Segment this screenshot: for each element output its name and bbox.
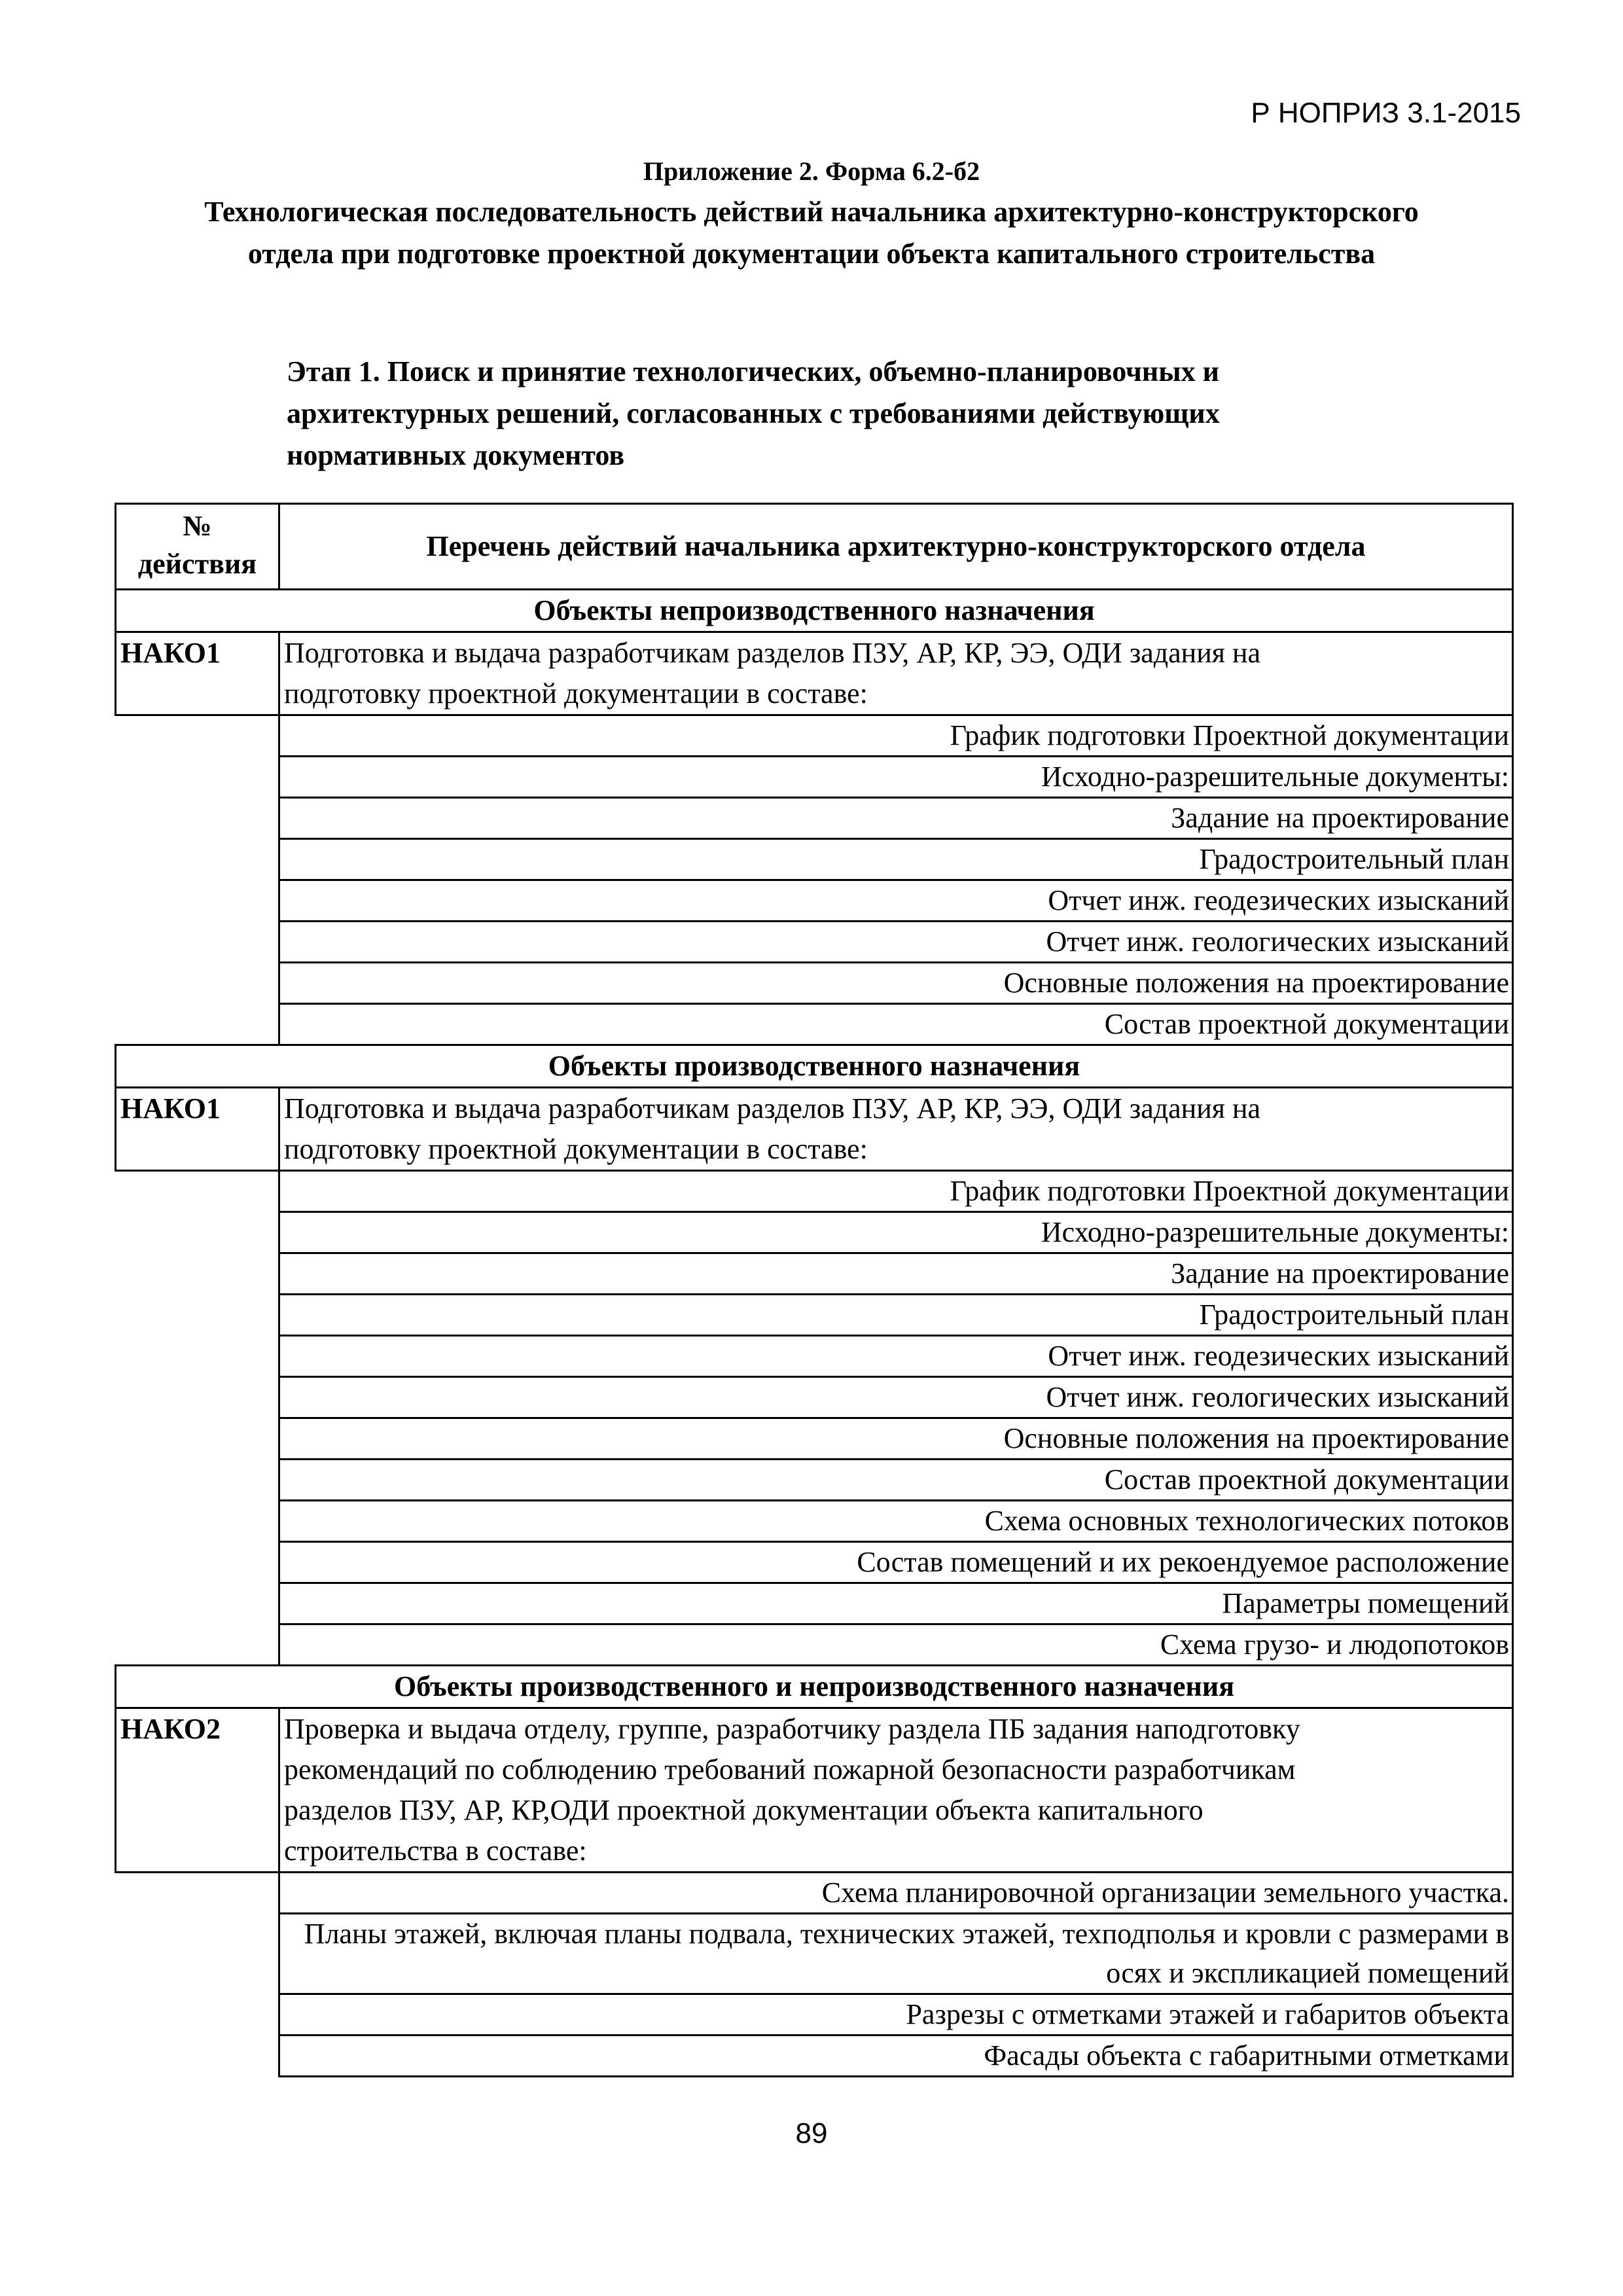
document-row: [116, 1212, 1513, 1253]
action-row: [116, 1088, 1513, 1171]
header-number-word: действия: [137, 548, 257, 580]
document-row: [116, 1336, 1513, 1377]
document-row: [116, 798, 1513, 839]
action-row: [116, 632, 1513, 715]
document-row: [116, 1004, 1513, 1045]
section-row: [116, 590, 1513, 632]
document-item: Фасады объекта с габаритными отметками: [279, 2036, 1513, 2077]
document-item: Основные положения на проектирование: [279, 1418, 1513, 1460]
document-row: [116, 1253, 1513, 1295]
document-item: Задание на проектирование: [279, 798, 1513, 839]
action-text-line: Проверка и выдача отделу, группе, разработчику раздела ПБ задания наподготовку: [284, 1713, 1300, 1745]
document-item: Схема планировочной организации земельного участка.: [279, 1873, 1513, 1914]
action-text-line: рекомендаций по соблюдению требований пожарной безопасности разработчикам: [284, 1753, 1296, 1785]
document-item: Состав проектной документации: [279, 1004, 1513, 1045]
document-row: [116, 1501, 1513, 1542]
document-item: Планы этажей, включая планы подвала, технических этажей, техподполья и кровли с размерами в осях и экспликацией помещений: [279, 1914, 1513, 1994]
action-text: [279, 632, 1513, 715]
actions-table: [115, 503, 1514, 2077]
action-code: НАКО1: [116, 1088, 279, 1171]
appendix-label: Приложение 2. Форма 6.2-б2: [643, 156, 980, 186]
document-row: [116, 963, 1513, 1004]
document-row: [116, 839, 1513, 880]
document-item: Состав помещений и их рекоендуемое расположение: [279, 1542, 1513, 1583]
section-title: Объекты производственного и непроизводственного назначения: [116, 1666, 1513, 1708]
document-row: [116, 880, 1513, 922]
document-row: [116, 1460, 1513, 1501]
document-row: [116, 1583, 1513, 1624]
action-row: [116, 1708, 1513, 1873]
document-item: График подготовки Проектной документации: [279, 715, 1513, 757]
document-row: [116, 1624, 1513, 1666]
document-row: [116, 1994, 1513, 2036]
document-row: [116, 922, 1513, 963]
title-line: отдела при подготовке проектной документации объекта капитального строительства: [247, 238, 1376, 270]
action-code: НАКО2: [116, 1708, 279, 1873]
stage-line: архитектурных решений, согласованных с требованиями действующих: [287, 397, 1220, 429]
document-item: График подготовки Проектной документации: [279, 1171, 1513, 1212]
document-item: Схема основных технологических потоков: [279, 1501, 1513, 1542]
page-title: [98, 191, 1525, 275]
document-row: [116, 757, 1513, 798]
action-text-line: подготовку проектной документации в составе:: [284, 1133, 868, 1165]
document-item: Исходно-разрешительные документы:: [279, 1212, 1513, 1253]
section-title: Объекты производственного назначения: [116, 1045, 1513, 1088]
stage-heading: [287, 351, 1220, 476]
document-row: [116, 715, 1513, 757]
action-text: [279, 1088, 1513, 1171]
page-number: 89: [795, 2117, 828, 2149]
document-row: [116, 1295, 1513, 1336]
document-item: Схема грузо- и людопотоков: [279, 1624, 1513, 1666]
document-item: Исходно-разрешительные документы:: [279, 757, 1513, 798]
document-item: Градостроительный план: [279, 839, 1513, 880]
document-code: Р НОПРИЗ 3.1-2015: [1251, 97, 1521, 129]
document-row: [116, 1418, 1513, 1460]
section-row: [116, 1045, 1513, 1088]
header-number: [116, 504, 279, 590]
document-row: [116, 1171, 1513, 1212]
document-row: [116, 1542, 1513, 1583]
action-text-line: Подготовка и выдача разработчикам разделов ПЗУ, АР, КР, ЭЭ, ОДИ задания на: [284, 1092, 1261, 1124]
stage-line: нормативных документов: [287, 439, 625, 471]
action-text-line: подготовку проектной документации в составе:: [284, 677, 868, 709]
document-item: Отчет инж. геологических изысканий: [279, 1377, 1513, 1418]
document-row: [116, 2036, 1513, 2077]
section-title: Объекты непроизводственного назначения: [116, 590, 1513, 632]
action-text-line: Подготовка и выдача разработчикам разделов ПЗУ, АР, КР, ЭЭ, ОДИ задания на: [284, 637, 1261, 669]
document-item: Градостроительный план: [279, 1295, 1513, 1336]
document-row: [116, 1377, 1513, 1418]
document-item: Параметры помещений: [279, 1583, 1513, 1624]
document-row: [116, 1873, 1513, 1914]
title-line: Технологическая последовательность действий начальника архитектурно-конструкторского: [204, 196, 1419, 228]
document-item: Состав проектной документации: [279, 1460, 1513, 1501]
action-text-line: строительства в составе:: [284, 1835, 587, 1867]
section-row: [116, 1666, 1513, 1708]
document-item: Отчет инж. геодезических изысканий: [279, 1336, 1513, 1377]
table-header-row: [116, 504, 1513, 590]
document-item: Разрезы с отметками этажей и габаритов объекта: [279, 1994, 1513, 2036]
document-item: Задание на проектирование: [279, 1253, 1513, 1295]
action-code: НАКО1: [116, 632, 279, 715]
stage-line: Этап 1. Поиск и принятие технологических, объемно-планировочных и: [287, 355, 1219, 387]
header-list: Перечень действий начальника архитектурно-конструкторского отдела: [279, 504, 1513, 590]
action-text-line: разделов ПЗУ, АР, КР,ОДИ проектной документации объекта капитального: [284, 1794, 1204, 1826]
document-row: [116, 1914, 1513, 1994]
document-item: Отчет инж. геодезических изысканий: [279, 880, 1513, 922]
action-text: [279, 1708, 1513, 1873]
document-item: Основные положения на проектирование: [279, 963, 1513, 1004]
document-item: Отчет инж. геологических изысканий: [279, 922, 1513, 963]
header-number-symbol: №: [183, 510, 212, 542]
